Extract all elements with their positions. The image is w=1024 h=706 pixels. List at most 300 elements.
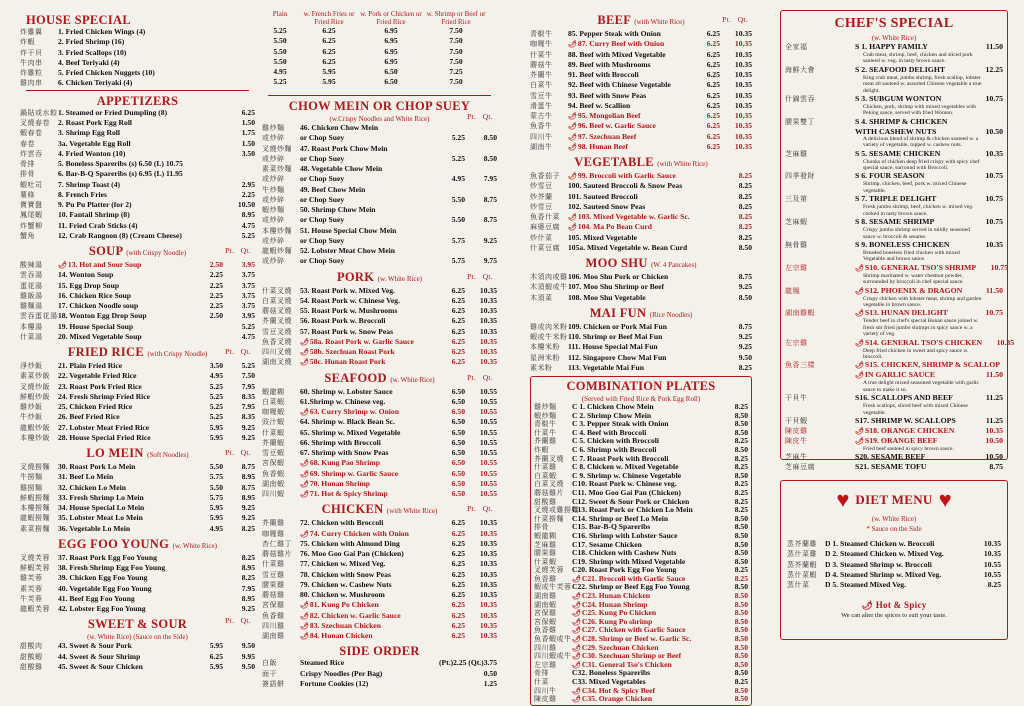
item-price-qt: 10.35 [479, 620, 497, 630]
chili-pepper-icon: 🌶 [572, 635, 581, 644]
menu-item [20, 402, 255, 412]
pork-list [262, 286, 497, 368]
item-price: 10.75 [985, 194, 1003, 204]
menu-item [534, 695, 748, 704]
hot-spicy-label: Hot & Spicy [875, 600, 927, 611]
item-label: 91. Beef with Broccoli [568, 70, 639, 79]
item-description: Fresh scallops, sliced beef with mixed Chinese vegetable. [863, 403, 968, 416]
item-price-qt: 10.35 [734, 70, 752, 79]
pt-label: Pt. [467, 504, 477, 514]
menu-item [20, 118, 255, 128]
pt-label: Pt. [467, 271, 477, 281]
menu-item [20, 270, 255, 280]
chinese-name: 木須蝦或牛 [530, 283, 568, 292]
item-label: D 1. Steamed Chicken w. Broccoli [825, 539, 935, 548]
chinese-name: 湖南雞 [534, 592, 557, 601]
item-label: 55. Roast Pork w. Mushrooms [300, 306, 398, 315]
qt-label: Qt. [240, 347, 251, 357]
item-label: C29. Szechuan Chicken [581, 642, 659, 652]
menu-item [20, 584, 255, 594]
item-name [855, 65, 971, 74]
item-price: 7.50 [449, 77, 463, 87]
chinese-name: 蝦龍糊 [262, 387, 285, 396]
item-name [855, 370, 971, 380]
item-price-qt: 8.25 [241, 523, 255, 533]
menu-item [20, 361, 255, 371]
chinese-name: 杏仁雞丁 [262, 539, 292, 548]
item-label: S 8. SESAME SHRIMP [855, 217, 935, 227]
item-name [300, 256, 433, 265]
chinese-name: 蘑菇牛 [530, 60, 553, 69]
item-price-qt: 3.75 [241, 301, 255, 311]
item-price: 1.75 [241, 128, 255, 138]
chinese-name: 咖喱蝦 [262, 408, 285, 416]
chinese-name: 蘑菇雞片 [262, 550, 292, 558]
item-price: 3.50 [209, 361, 223, 371]
chinese-name: 本樓炒麵 [262, 226, 292, 235]
menu-item [262, 469, 497, 479]
item-label: 38. Fresh Shrimp Egg Foo Young [58, 563, 166, 573]
item-price: 2.25 [209, 301, 223, 311]
chinese-name: 炸蟹柳 [20, 221, 43, 230]
chinese-name: 骨排 [534, 669, 549, 678]
item-price-qt: 10.55 [479, 407, 497, 416]
item-name [58, 412, 191, 421]
menu-item [787, 570, 1001, 580]
item-price: 2.50 [209, 260, 223, 270]
item-label: 60. Shrimp w. Lobster Sauce [300, 386, 393, 396]
chinese-name: 四季發財 [785, 172, 815, 181]
item-price-qt: 10.35 [734, 29, 752, 38]
house-special-columns [262, 10, 497, 26]
item-price: 5.75 [451, 256, 465, 266]
item-price: 6.25 [706, 111, 720, 120]
item-label: S 4. SHRIMP & CHICKEN [855, 116, 948, 126]
item-description: Breaded boneless fried chicken with mixed Vegetable and brown sauce. [863, 249, 960, 263]
item-price: 9.25 [738, 282, 752, 292]
menu-item [20, 291, 255, 301]
qt-label: Qt. [240, 616, 251, 626]
item-label: 104. Ma Po Bean Curd [577, 222, 652, 232]
item-name [568, 91, 688, 100]
appetizers-title: APPETIZERS [96, 93, 179, 108]
item-label: or Chop Suey [300, 235, 345, 245]
item-name [58, 513, 191, 522]
chinese-name: 甜酸雞 [534, 497, 557, 506]
item-label: 37. Roast Pork Egg Foo Young [58, 552, 157, 562]
item-price: 6.50 [451, 386, 465, 396]
item-label: 58b. Szechuan Roast Pork [309, 347, 395, 356]
chinese-name: 炸雞翼 [20, 28, 43, 36]
item-label: 98. Hunan Beef [577, 141, 628, 151]
pt-label: Pt. [225, 246, 235, 256]
lo-mein-title: LO MEIN [86, 446, 144, 461]
chinese-name: 龍鳳 [785, 286, 800, 295]
heart-icon: ♥ [938, 487, 952, 512]
item-price-qt: 10.55 [479, 396, 497, 406]
chinese-name: 魚香什菜 [530, 213, 560, 221]
menu-item [262, 407, 497, 417]
item-price: 9.50 [738, 352, 752, 362]
chef-item [785, 42, 1003, 52]
item-name [300, 337, 433, 347]
item-price: 10.50 [985, 126, 1003, 136]
chinese-name: 蒸芥蘭雞 [787, 540, 817, 548]
item-price-qt: 8.35 [241, 391, 255, 401]
menu-item [20, 231, 255, 241]
item-label: C33. Mixed Vegetables [572, 677, 646, 686]
chinese-name: 蒸什菜 [787, 581, 810, 589]
item-name [568, 222, 720, 232]
item-label: or Chop Suey [300, 194, 345, 204]
chinese-name: 龍蝦炒飯 [20, 423, 50, 432]
item-label: C35. Orange Chicken [581, 694, 653, 704]
menu-item [20, 371, 255, 381]
chinese-name: 木須菜 [530, 293, 553, 302]
item-price: 6.25 [706, 141, 720, 151]
chinese-name: 雞麵湯 [20, 302, 43, 311]
item-label: S17. SHRIMP W. SCALLOPS [855, 416, 956, 425]
chinese-name: 牛炒麵 [262, 185, 285, 194]
chef-item [785, 426, 1003, 436]
chinese-name: 本樓炒飯 [20, 433, 50, 442]
chinese-name: 青椒牛 [530, 30, 553, 38]
chinese-name: 叉燒或雞撈麵 [534, 506, 579, 515]
chinese-name: 魚香牛 [530, 122, 553, 131]
fried-rice-title: FRIED RICE [67, 345, 144, 360]
item-description: King crab meat, jumbo shrimp, fresh scallop, lobster meat all sauteed w. assorted Chinese vegetable a true delight. [863, 74, 982, 94]
chili-pepper-icon: 🌶 [300, 529, 309, 538]
item-price-qt: 10.55 [479, 448, 497, 457]
item-name [58, 118, 223, 127]
chinese-name: 雞撈麵 [20, 483, 43, 492]
item-price: 8.75 [738, 321, 752, 331]
menu-item [262, 256, 497, 266]
item-price: 8.50 [734, 530, 748, 540]
item-price: 6.25 [451, 590, 465, 599]
chinese-name: 白飯 [262, 659, 277, 668]
item-price: 6.25 [451, 528, 465, 538]
item-price: 8.50 [734, 427, 748, 437]
menu-item [530, 101, 752, 111]
item-name [300, 407, 433, 417]
mai-fun-title: MAI FUN [589, 305, 647, 320]
item-label: 41. Beef Egg Foo Young [58, 593, 135, 603]
chinese-name: 骨排 [20, 160, 35, 169]
item-price: 10.55 [983, 559, 1001, 569]
item-name [568, 29, 688, 38]
qt-label: Qt. [482, 372, 493, 382]
chili-pepper-icon: 🌶 [855, 371, 864, 380]
item-name [58, 311, 191, 320]
item-price: 10.75 [985, 94, 1003, 104]
chinese-name: 炸雞粒 [20, 69, 43, 78]
item-label: S20. SESAME BEEF [855, 452, 926, 462]
item-price: 5.50 [273, 36, 287, 46]
chinese-name: 叉燒炒飯 [20, 382, 50, 391]
item-label: 69. Shrimp w. Garlic Sauce [309, 468, 399, 478]
seafood-section [262, 371, 497, 500]
chili-pepper-icon: 🌶 [572, 643, 581, 652]
pt-label: Pt. [467, 112, 477, 121]
item-name [855, 286, 971, 296]
item-price: 1.50 [241, 138, 255, 148]
item-price: 6.25 [451, 579, 465, 589]
item-price: 1.50 [241, 118, 255, 128]
chinese-name: 全家福 [785, 43, 808, 51]
chinese-name: 簽語餅 [262, 679, 285, 688]
item-label: C32. Boneless Spareribs [572, 668, 651, 678]
item-price-qt: 10.35 [479, 579, 497, 589]
item-label: 101. Sauteed Broccoli [568, 191, 638, 201]
chili-pepper-icon: 🌶 [572, 660, 581, 669]
item-name [58, 361, 191, 370]
item-price: 8.50 [738, 292, 752, 302]
menu-item [20, 493, 255, 503]
item-name [855, 117, 971, 126]
item-label: 106. Moo Shu Pork or Chicken [568, 272, 669, 281]
item-name [568, 243, 720, 252]
menu-item [530, 222, 752, 232]
item-label: 51. House Special Chow Mein [300, 225, 397, 235]
pork-title: PORK [336, 269, 375, 284]
item-name [300, 469, 433, 479]
menu-item [20, 483, 255, 493]
item-name [300, 679, 407, 688]
item-price: 11.25 [985, 393, 1003, 403]
item-label: 81. Kung Po Chicken [309, 600, 379, 610]
chinese-name: 什菜 [534, 678, 549, 686]
item-description: Deep fried chicken in sweet and spicy sauce w. broccoli. [863, 347, 969, 360]
menu-item [20, 58, 255, 68]
item-name [300, 458, 433, 468]
chinese-name: 宮保雞 [262, 601, 285, 610]
item-price: 8.75 [738, 272, 752, 281]
item-label: 63. Curry Shrimp w. Onion [309, 407, 399, 416]
item-name [855, 171, 971, 180]
item-price: 6.50 [451, 417, 465, 427]
chinese-name: 左宗雞 [785, 263, 808, 272]
item-price: 8.50 [734, 591, 748, 601]
chef-item [785, 452, 1003, 462]
chinese-name: 雞炒麵 [262, 124, 285, 132]
chili-pepper-icon: 🌶 [568, 112, 577, 120]
item-name [300, 174, 433, 183]
chinese-name: 腰果雙丁 [785, 117, 815, 126]
pork-section [262, 270, 497, 368]
item-name [855, 42, 971, 51]
chinese-name: 雪豆雞 [262, 570, 285, 579]
chinese-name: 牛肉串 [20, 58, 43, 67]
chinese-name: 蝦春卷 [20, 129, 43, 138]
chinese-name: 鳳尾蝦 [20, 211, 43, 220]
chili-pepper-icon: 🌶 [572, 686, 581, 695]
item-price-qt: 10.35 [479, 610, 497, 620]
chinese-name: 素菜炒飯 [20, 372, 50, 381]
chicken-list [262, 518, 497, 641]
chinese-name: 甜酸蝦 [20, 652, 43, 661]
item-price: 6.25 [451, 569, 465, 579]
chinese-name: 陳皮牛 [785, 437, 808, 445]
item-label: 5. Boneless Spareribs (s) 6.50 (L) 10.75 [58, 159, 183, 169]
side-order-list [262, 658, 497, 689]
chinese-name: 雲吞蛋花湯 [20, 312, 58, 321]
chinese-name: 春卷 [20, 139, 35, 148]
item-price-qt: 8.50 [483, 153, 497, 163]
chinese-name: 芥蘭雞 [262, 519, 285, 528]
item-name [568, 171, 720, 181]
menu-item [20, 149, 255, 159]
menu-item [20, 190, 255, 200]
item-price-qt: 10.35 [479, 347, 497, 356]
col-plain: Plain [272, 10, 288, 18]
item-name [855, 416, 971, 425]
chinese-name: 白菜蝦 [534, 471, 557, 480]
item-price: 11.50 [985, 370, 1003, 380]
chinese-name: 魚香叉燒 [262, 337, 292, 346]
item-price: 8.50 [734, 582, 748, 592]
item-name [568, 202, 720, 211]
item-label: C 6. Shrimp with Broccoli [572, 444, 657, 454]
item-price-qt: 3.95 [241, 260, 255, 270]
chinese-name: 湖南雞 [262, 632, 285, 640]
item-price: 5.25 [209, 381, 223, 391]
menu-item [262, 489, 497, 499]
chinese-name: 干貝牛 [785, 394, 808, 403]
item-label: 18. Wonton Egg Drop Soup [58, 311, 147, 321]
qt-label: Qt. [240, 246, 251, 256]
item-name [568, 212, 720, 222]
item-label: 53. Roast Pork w. Mixed Veg. [300, 285, 395, 295]
item-price: 5.25 [209, 402, 223, 412]
item-price: 6.25 [706, 29, 720, 38]
chinese-name: 或炒碎 [262, 154, 285, 163]
item-price: 8.50 [734, 659, 748, 669]
item-price-qt: 4.75 [241, 331, 255, 341]
item-name [58, 423, 191, 432]
item-price-qt: 10.35 [479, 631, 497, 640]
menu-item [530, 142, 752, 152]
item-price: 8.50 [734, 539, 748, 549]
item-price-qt: 10.35 [479, 326, 497, 336]
item-price: 6.25 [451, 285, 465, 295]
menu-item [262, 195, 497, 205]
menu-item [262, 357, 497, 367]
chinese-name: 芝麻牛 [785, 453, 808, 462]
chinese-name: 龍蝦芙蓉 [20, 605, 50, 614]
item-label: 97. Szechuan Beef [577, 131, 637, 141]
item-label: C 9. Shrimp w. Chinese Vegetable [572, 470, 682, 480]
chinese-name: 豉汁蝦 [262, 418, 285, 427]
menu-item [20, 563, 255, 573]
item-label: C24. Hunan Shrimp [581, 599, 648, 609]
item-price: 8.50 [734, 470, 748, 480]
item-label: 47. Roast Pork Chow Mein [300, 143, 388, 153]
item-price: 2.95 [241, 179, 255, 189]
chinese-name: 四川牛 [530, 132, 553, 141]
chili-pepper-icon: 🌶 [855, 427, 864, 435]
menu-item [262, 246, 497, 256]
heart-icon: ♥ [836, 487, 850, 512]
item-label: 109. Chicken or Pork Mai Fun [568, 321, 668, 331]
chinese-name: 本樓米粉 [530, 343, 560, 352]
item-price: 6.25 [451, 316, 465, 326]
item-label: S13. HUNAN DELIGHT [864, 308, 948, 318]
item-name [300, 215, 433, 224]
item-price: 5.95 [209, 432, 223, 442]
item-label: 4. Fried Wonton (10) [58, 148, 126, 158]
chinese-name: 腰果雞 [262, 580, 285, 589]
item-price: 8.25 [734, 565, 748, 575]
item-label: 88. Beef with Mixed Vegetable [568, 49, 666, 59]
item-price: 5.25 [209, 412, 223, 422]
menu-item [262, 397, 497, 407]
item-name [58, 180, 223, 189]
item-label: 84. Hunan Chicken [309, 631, 373, 640]
item-price: 6.25 [451, 326, 465, 336]
pt-label: Pt. [225, 616, 235, 626]
item-price: 3.50 [241, 148, 255, 158]
chinese-name: 什菜豆腐 [530, 243, 560, 252]
item-label: 16. Chicken Rice Soup [58, 290, 131, 300]
item-price: 8.25 [738, 232, 752, 242]
item-price-qt: 10.35 [479, 295, 497, 305]
menu-item [262, 185, 497, 195]
item-price: 2.25 [209, 270, 223, 280]
pt-label: Pt. [467, 372, 477, 382]
chinese-name: 蟹角 [20, 231, 35, 240]
chili-pepper-icon: 🌶 [300, 632, 309, 640]
item-price: 6.25 [322, 46, 336, 56]
menu-item [20, 392, 255, 402]
menu-item [262, 658, 497, 668]
item-price-qt: 7.50 [241, 371, 255, 381]
chinese-name: 芝麻豆腐 [785, 463, 815, 472]
chinese-name: 牛炒飯 [20, 413, 43, 422]
chili-pepper-icon: 🌶 [300, 337, 309, 346]
item-label: 85. Pepper Steak with Onion [568, 29, 661, 38]
chinese-name: 咖喱雞 [262, 529, 285, 538]
menu-item [20, 210, 255, 220]
item-price: 7.95 [241, 583, 255, 593]
egg-foo-young-title: EGG FOO YOUNG [58, 536, 170, 551]
item-price: 8.25 [734, 573, 748, 583]
item-label: 3a. Vegetable Egg Roll [58, 138, 131, 148]
item-price-qt: 10.35 [734, 141, 752, 151]
chicken-section [262, 502, 497, 641]
chinese-name: 海鮮大會 [785, 65, 815, 74]
item-label: 50. Shrimp Chow Mein [300, 205, 376, 214]
item-price-qt: 7.95 [241, 381, 255, 391]
menu-item [20, 641, 255, 651]
chow-mein-title: CHOW MEIN OR CHOP SUEY [288, 99, 471, 113]
item-name [825, 549, 969, 558]
item-label: C12. Sweet & Sour Pork or Chicken [572, 496, 690, 506]
beef-title: BEEF [597, 13, 631, 27]
chinese-name: 什菜蝦 [534, 557, 557, 566]
chinese-name: 四川蝦或牛 [534, 652, 572, 661]
item-name [58, 433, 191, 442]
chinese-name: 什菜雞 [534, 463, 557, 472]
chinese-name: 雞芙蓉 [20, 574, 43, 583]
menu-item [262, 417, 497, 427]
menu-item [530, 192, 752, 202]
item-price-qt: 9.75 [483, 256, 497, 266]
chow-mein-subtitle: (w.Crispy Noodles and White Rice) [329, 115, 430, 123]
item-price: 10.50 [985, 452, 1003, 462]
item-price: 6.25 [322, 36, 336, 46]
item-price: 6.25 [451, 559, 465, 569]
